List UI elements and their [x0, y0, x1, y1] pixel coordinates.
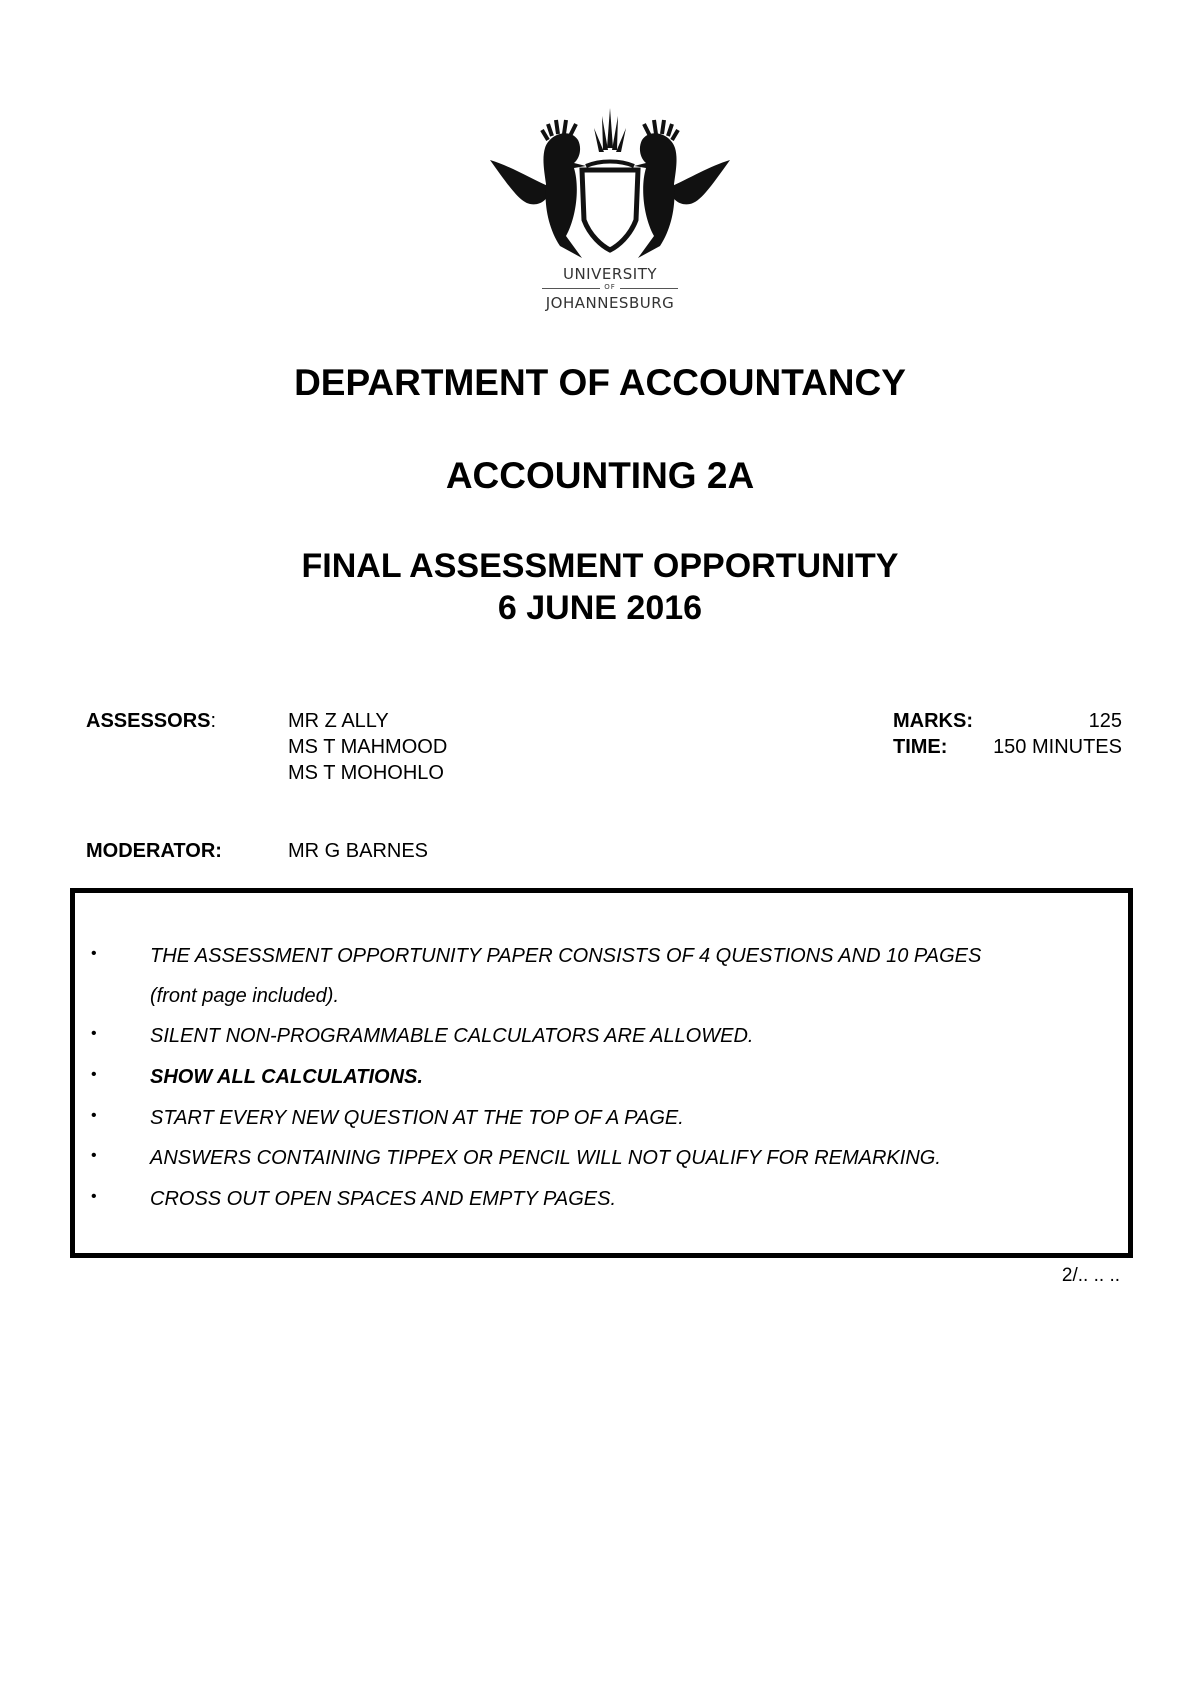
- logo-text-of: OF: [604, 283, 616, 291]
- marks-value: 125: [1088, 710, 1122, 732]
- moderator-label: MODERATOR:: [86, 840, 222, 862]
- assessor-name: MS T MOHOHLO: [288, 762, 444, 784]
- department-heading: DEPARTMENT OF ACCOUNTANCY: [294, 362, 906, 403]
- university-logo: [490, 108, 730, 313]
- moderator-name: MR G BARNES: [288, 840, 429, 862]
- bullet-icon: •: [91, 1025, 97, 1042]
- bullet-icon: •: [91, 1066, 97, 1083]
- bullet-icon: •: [91, 1188, 97, 1205]
- instruction-text: ANSWERS CONTAINING TIPPEX OR PENCIL WILL NOT QUALIFY FOR REMARKING.: [150, 1147, 941, 1169]
- instructions-box: [70, 888, 1133, 1258]
- instruction-text: CROSS OUT OPEN SPACES AND EMPTY PAGES.: [150, 1188, 617, 1210]
- logo-rule-right: [620, 288, 678, 289]
- course-heading: ACCOUNTING 2A: [445, 455, 755, 496]
- instruction-text: SHOW ALL CALCULATIONS.: [150, 1066, 423, 1088]
- logo-text-johannesburg: JOHANNESBURG: [545, 294, 675, 312]
- time-label: TIME:: [893, 736, 948, 758]
- instruction-text: (front page included).: [150, 985, 340, 1007]
- time-value: 150 MINUTES: [993, 736, 1122, 758]
- marks-label: MARKS:: [893, 710, 973, 732]
- page-continuation-indicator: 2/.. .. ..: [1061, 1265, 1120, 1286]
- instruction-text: THE ASSESSMENT OPPORTUNITY PAPER CONSISTS OF 4 QUESTIONS AND 10 PAGES: [150, 945, 982, 967]
- university-emblem-icon: [490, 108, 730, 258]
- assessor-name: MS T MAHMOOD: [288, 736, 448, 758]
- bullet-icon: •: [91, 1147, 97, 1164]
- logo-text-university: UNIVERSITY: [562, 265, 658, 283]
- instruction-text: START EVERY NEW QUESTION AT THE TOP OF A PAGE.: [150, 1107, 684, 1129]
- bullet-icon: •: [91, 1107, 97, 1124]
- assessment-heading: FINAL ASSESSMENT OPPORTUNITY: [301, 547, 899, 585]
- bullet-icon: •: [91, 945, 97, 962]
- instruction-text: SILENT NON-PROGRAMMABLE CALCULATORS ARE ALLOWED.: [150, 1025, 754, 1047]
- assessor-name: MR Z ALLY: [288, 710, 389, 732]
- assessors-label: ASSESSORS:: [86, 710, 217, 732]
- exam-date: 6 JUNE 2016: [497, 589, 703, 627]
